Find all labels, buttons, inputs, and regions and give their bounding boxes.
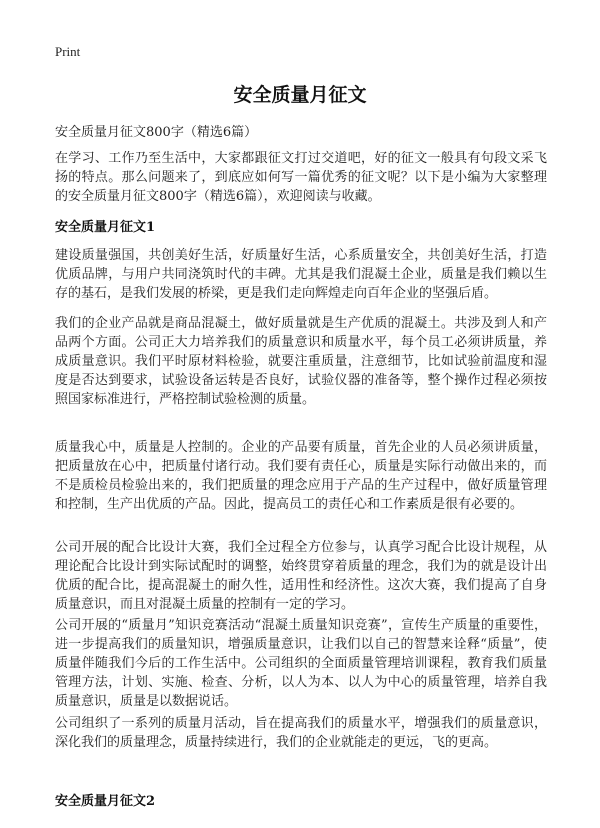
essay1-paragraph-2: 我们的企业产品就是商品混凝土，做好质量就是生产优质的混凝土。共涉及到人和产品两个方面。公司正大力培养我们的质量意识和质量水平，每个员工必须讲质量，养成质量意识。我们平时原材料检验，就要注重质量，注意细节，比如试验前温度和湿度是否达到要求，试验设备运转是否良好，试验仪器的准备等，整个操作过程必须按照国家标准进行，严格控制试验检测的质量。 xyxy=(55,316,547,407)
essay1-paragraph-5: 公司开展的“质量月”知识竞赛活动“混凝土质量知识竞赛”，宣传生产质量的重要性，进一步提高我们的质量知识，增强质量意识，让我们以自己的智慧来诠释“质量”，使质量伴随我们今后的工作生活中。公司组织的全面质量管理培训课程，教育我们质量管理方法，计划、实施、检查、分析，以人为本、以人为中心的质量管理，培养自我质量意识，质量是以数据说话。 xyxy=(55,618,547,709)
essay1-paragraph-6: 公司组织了一系列的质量月活动，旨在提高我们的质量水平，增强我们的质量意识，深化我们的质量理念，质量持续进行，我们的企业就能走的更远，飞的更高。 xyxy=(55,716,547,750)
print-label: Print xyxy=(55,44,81,59)
essay2-heading: 安全质量月征文2 xyxy=(55,794,156,809)
essay1-heading: 安全质量月征文1 xyxy=(55,220,156,235)
document-subtitle: 安全质量月征文800字（精选6篇） xyxy=(55,125,258,140)
document-title: 安全质量月征文 xyxy=(233,84,367,106)
essay1-paragraph-1: 建设质量强国，共创美好生活，好质量好生活，心系质量安全，共创美好生活，打造优质品牌，与用户共同浇筑时代的丰碑。尤其是我们混凝土企业，质量是我们赖以生存的基石，是我们发展的桥梁，更是我们走向辉煌走向百年企业的坚强后盾。 xyxy=(55,248,547,301)
essay1-paragraph-3: 质量我心中，质量是人控制的。企业的产品要有质量，首先企业的人员必须讲质量，把质量放在心中，把质量付诸行动。我们要有责任心，质量是实际行动做出来的，而不是质检员检验出来的，我们把质量的理念应用于产品的生产过程中，做好质量管理和控制，生产出优质的产品。因此，提高员工的责任心和工作素质是很有必要的。 xyxy=(55,440,547,512)
essay1-paragraph-4: 公司开展的配合比设计大赛，我们全过程全方位参与，认真学习配合比设计规程，从理论配合比设计到实际试配时的调整，始终贯穿着质量的理念，我们为的就是设计出优质的配合比，提高混凝土的耐久性，适用性和经济性。这次大赛，我们提高了自身质量意识，而且对混凝土质量的控制有一定的学习。 xyxy=(55,540,547,612)
intro-paragraph: 在学习、工作乃至生活中，大家都跟征文打过交道吧，好的征文一般具有句段文采飞扬的特点。那么问题来了，到底应如何写一篇优秀的征文呢？以下是小编为大家整理的安全质量月征文800字（精选6篇），欢迎阅读与收藏。 xyxy=(55,151,547,204)
